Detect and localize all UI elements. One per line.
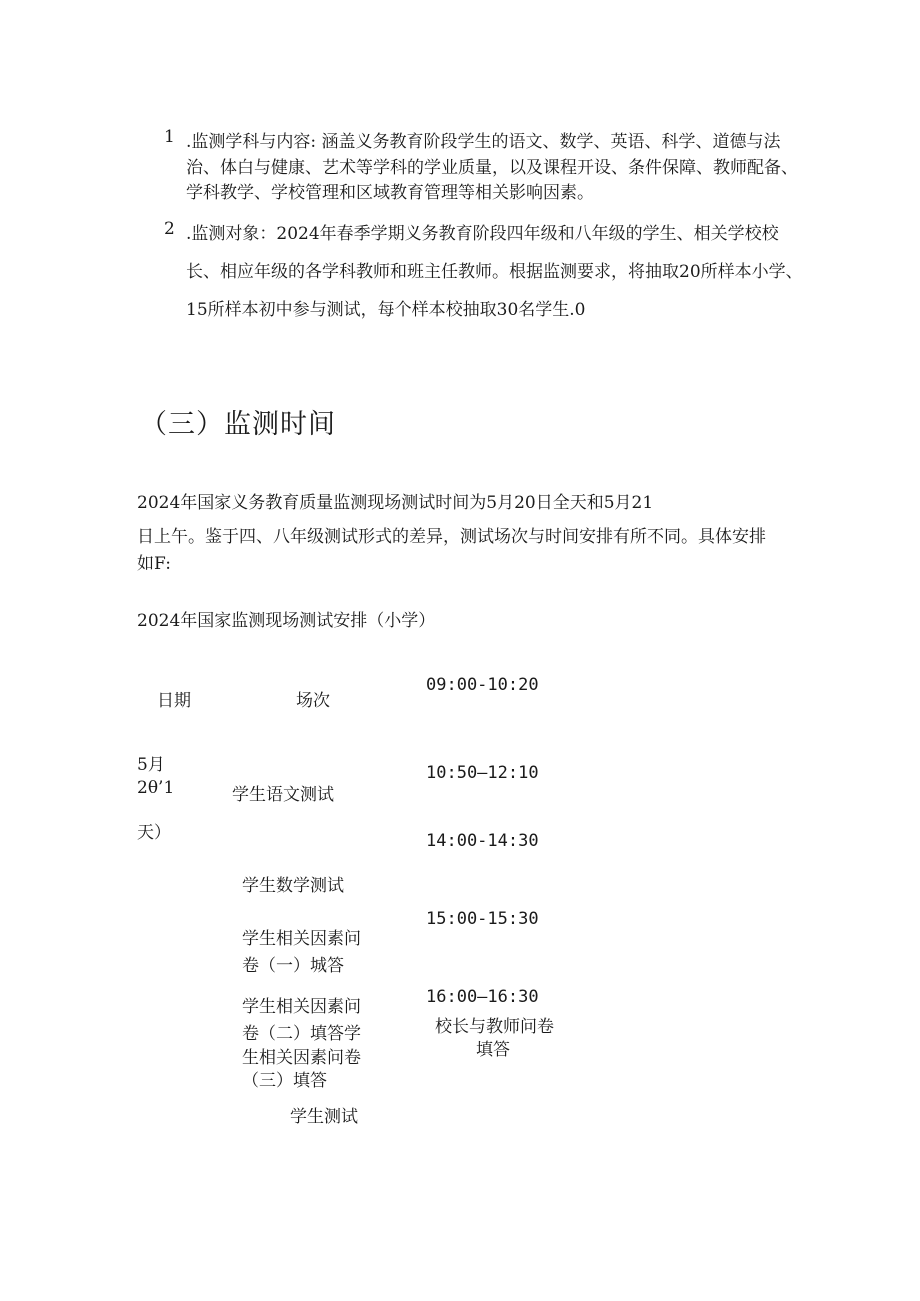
questionnaire-cell: 校长与教师问卷 [435, 1017, 554, 1037]
session-cell: 学生语文测试 [232, 785, 334, 805]
item-line: 长、相应年级的各学科教师和班主任教师。根据监测要求，将抽取20所样本小学、 [186, 262, 803, 282]
session-cell: （三）填答 [242, 1071, 327, 1091]
paragraph-line: 如F: [137, 554, 171, 574]
session-cell: 卷（一）城答 [242, 956, 344, 976]
table-title: 2024年国家监测现场测试安排（小学） [137, 611, 436, 631]
date-cell: 天） [137, 823, 171, 843]
session-cell: 学生测试 [290, 1107, 358, 1127]
session-cell: 卷（二）填答学 [242, 1024, 361, 1044]
time-cell: 14:00-14:30 [426, 831, 539, 851]
session-cell: 学生相关因素问 [242, 997, 361, 1017]
item-line: 学科教学、学校管理和区域教育管理等相关影响因素。 [186, 183, 594, 203]
paragraph-line: 日上午。鉴于四、八年级测试形式的差异，测试场次与时间安排有所不同。具体安排 [137, 527, 766, 547]
session-cell: 生相关因素问卷 [242, 1048, 361, 1068]
questionnaire-cell: 填答 [476, 1040, 510, 1060]
time-cell: 09:00-10:20 [426, 675, 539, 695]
item-number: 1 [164, 127, 175, 147]
time-cell: 15:00-15:30 [426, 909, 539, 929]
header-session: 场次 [296, 691, 330, 711]
session-cell: 学生数学测试 [242, 876, 344, 896]
time-cell: 16:00—16:30 [426, 987, 539, 1007]
section-heading: （三）监测时间 [140, 409, 336, 440]
item-line: .监测学科与内容: 涵盖义务教育阶段学生的语文、数学、英语、科学、道德与法 [186, 132, 781, 152]
item-line: .监测对象：2024年春季学期义务教育阶段四年级和八年级的学生、相关学校校 [186, 224, 779, 244]
session-cell: 学生相关因素问 [242, 929, 361, 949]
date-cell: 2θ’1 [137, 778, 175, 798]
item-line: 治、体白与健康、艺术等学科的学业质量，以及课程开设、条件保障、教师配备、 [186, 158, 798, 178]
date-cell: 5月 [137, 755, 165, 775]
time-cell: 10:50—12:10 [426, 763, 539, 783]
paragraph-line: 2024年国家义务教育质量监测现场测试时间为5月20日全天和5月21 [137, 493, 654, 513]
item-number: 2 [164, 219, 175, 239]
item-line: 15所样本初中参与测试，每个样本校抽取30名学生.0 [186, 300, 586, 320]
header-date: 日期 [157, 691, 191, 711]
